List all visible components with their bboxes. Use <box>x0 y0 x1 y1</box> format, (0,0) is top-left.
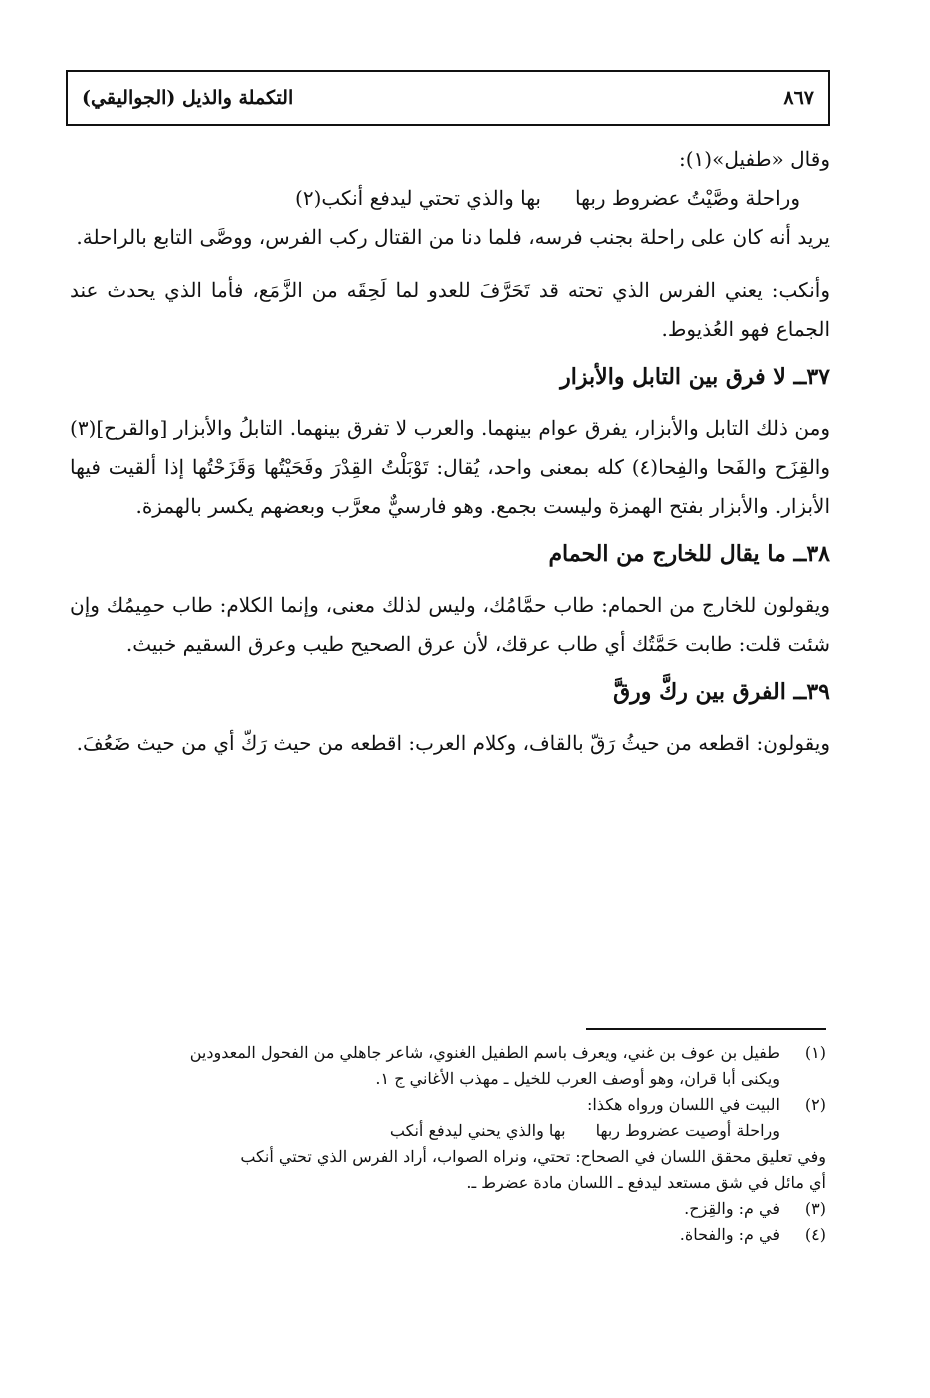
page-number: ٨٦٧ <box>783 87 814 109</box>
footnote-text: البيت في اللسان ورواه هكذا: <box>586 1095 780 1114</box>
footnote-2 <box>70 1092 826 1118</box>
main-text <box>70 140 830 763</box>
footnote-1 <box>70 1040 826 1066</box>
poem-first-hemistich: وراحلة وصَّيْتُ عضروط ربها <box>575 186 800 210</box>
section-heading-38: ٣٨ــ ما يقال للخارج من الحمام <box>548 541 830 567</box>
paragraph-1: يريد أنه كان على راحلة بجنب فرسه، فلما دنا من القتال ركب الفرس، ووصَّى التابع بالراحلة. <box>76 225 830 249</box>
footnote-verse-second: بها والذي يحني ليدفع أنكب <box>389 1121 566 1140</box>
intro-line: وقال «طفيل»(١): <box>679 147 830 171</box>
footnote-number: (٢) <box>804 1095 826 1114</box>
footnote-4 <box>70 1222 826 1248</box>
footnotes <box>70 1040 826 1248</box>
footnote-number: (١) <box>804 1043 826 1062</box>
footnote-text: طفيل بن عوف بن غني، ويعرف باسم الطفيل الغنوي، شاعر جاهلي من الفحول المعدودين <box>189 1043 780 1062</box>
footnote-text: في م: والفحاة. <box>679 1225 780 1244</box>
footnote-2-note: وفي تعليق محقق اللسان في الصحاح: تحتي، ونراه الصواب، أراد الفرس الذي تحتي أنكب <box>240 1147 826 1166</box>
footnote-verse-first: وراحلة أوصيت عضروط ربها <box>595 1121 780 1140</box>
poem-second-hemistich: بها والذي تحتي ليدفع أنكب(٢) <box>295 186 542 210</box>
footnote-2-note-continuation: أي مائل في شق مستعد ليدفع ـ اللسان مادة عضرط ـ. <box>466 1173 826 1192</box>
footnote-1-continuation: ويكنى أبا قران، وهو أوصف العرب للخيل ـ مهذب الأغاني ج ١. <box>375 1069 780 1088</box>
footnote-text: في م: والقِزح. <box>684 1199 780 1218</box>
running-header <box>66 70 830 126</box>
footnote-number: (٤) <box>804 1225 826 1244</box>
paragraph-3: ومن ذلك التابل والأبزار، يفرق عوام بينهما. والعرب لا تفرق بينهما. التابلُ والأبزار [والقرح](٣) والقِزَح والفَحا والفِحا(٤) كله بمعنى واحد، يُقال: تَوْبَلْتُ القِدْرَ وفَحَيْتُها وَقَزَحْتُها إذا ألقيت فيها الأبزار. والأبزار بفتح الهمزة وليست بجمع. وهو فارسيٌّ معرَّب وبعضهم يكسر بالهمزة. <box>70 416 831 518</box>
section-heading-37: ٣٧ــ لا فرق بين التابل والأبزار <box>560 364 830 390</box>
paragraph-2: وأنكب: يعني الفرس الذي تحته قد تَحَرَّفَ للعدو لما لَحِقَه من الزَّمَع، فأما الذي يحدث عند الجماع فهو العُذيوط. <box>70 278 830 341</box>
poem-verse <box>70 179 830 218</box>
footnote-3 <box>70 1196 826 1222</box>
footnote-2-verse <box>70 1118 826 1144</box>
header-title: التكملة والذيل (الجواليقي) <box>82 87 294 109</box>
section-heading-39: ٣٩ــ الفرق بين ركَّ ورقَّ <box>613 679 830 705</box>
paragraph-4: ويقولون للخارج من الحمام: طاب حمَّامُك، وليس لذلك معنى، وإنما الكلام: طاب حمِيمُك وإن شئت قلت: طابت حَمَّتُك أي طاب عرقك، لأن عرق الصحيح طيب وعرق السقيم خبيث. <box>70 593 830 656</box>
paragraph-5: ويقولون: اقطعه من حيثُ رَقّ بالقاف، وكلام العرب: اقطعه من حيث رَكّ أي من حيث ضَعُفَ. <box>76 731 830 755</box>
footnote-divider <box>586 1028 826 1030</box>
footnote-number: (٣) <box>804 1199 826 1218</box>
